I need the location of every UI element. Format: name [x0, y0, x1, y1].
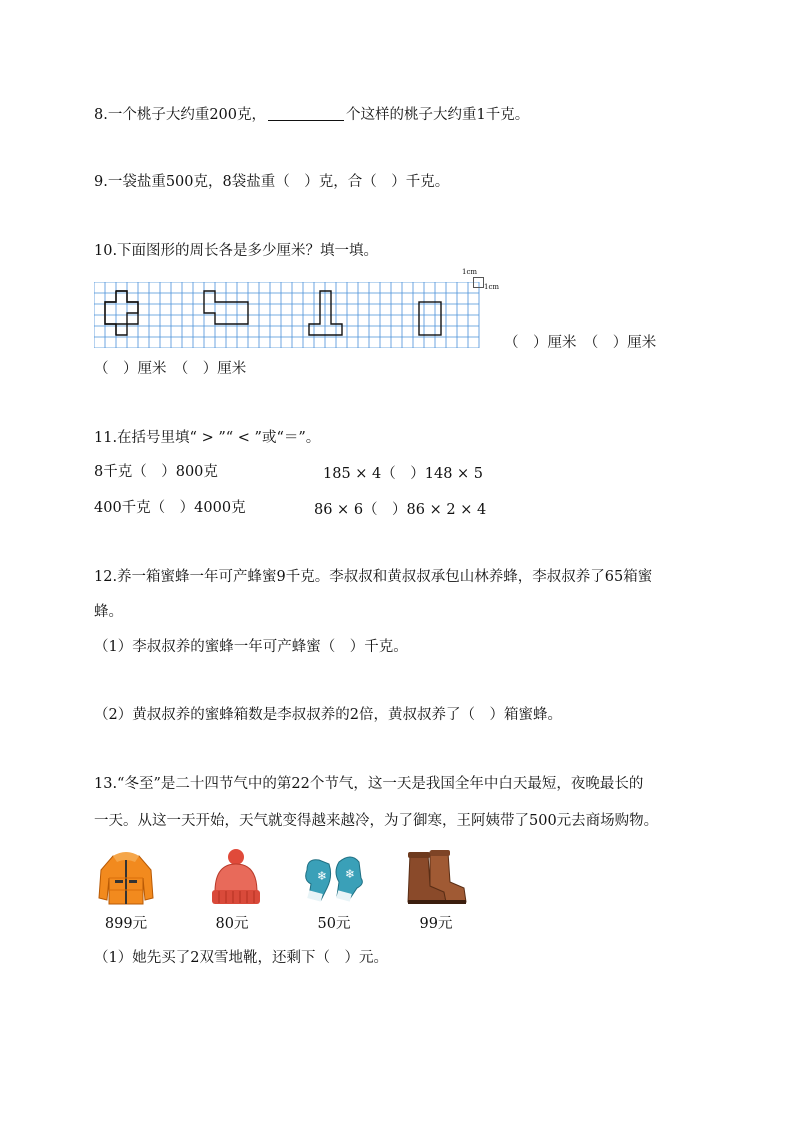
perimeter-grid — [94, 282, 504, 352]
unit-square — [473, 277, 484, 288]
snow-boots-icon — [400, 848, 472, 912]
question-12-line1: 12.养一箱蜜蜂一年可产蜂蜜9千克。李叔叔和黄叔叔承包山林养蜂，李叔叔养了65箱蜜 — [94, 569, 653, 585]
figure-rectangle — [419, 302, 441, 335]
unit-label-top: 1cm — [462, 268, 478, 276]
price-hat: 80元 — [215, 916, 249, 932]
question-12-sub1: （1）李叔叔养的蜜蜂一年可产蜂蜜（ ）千克。 — [94, 639, 408, 655]
question-11-title: 11.在括号里填“ > ”“ < ”或“＝”。 — [94, 430, 321, 446]
price-mittens: 50元 — [317, 916, 351, 932]
q10-answers-row2: （ ）厘米 （ ）厘米 — [94, 361, 247, 377]
question-13-line2: 一天。从这一天开始，天气就变得越来越冷，为了御寒，王阿姨带了500元去商场购物。 — [94, 813, 659, 829]
price-boots: 99元 — [419, 916, 453, 932]
q11-row2-left: 400千克（ ）4000克 — [94, 500, 246, 516]
question-9: 9.一袋盐重500克，8袋盐重（ ）克，合（ ）千克。 — [94, 174, 450, 190]
q10-answers-row1: （ ）厘米 （ ）厘米 — [504, 335, 657, 351]
knit-hat-icon — [200, 848, 272, 912]
figure-cross — [105, 291, 138, 335]
svg-text:❄: ❄ — [317, 869, 328, 883]
q8-answer-blank[interactable] — [268, 106, 344, 121]
q11-row1-left: 8千克（ ）800克 — [94, 464, 218, 480]
q8-text-after: 个这样的桃子大约重1千克。 — [346, 107, 530, 123]
q8-text-before: 8.一个桃子大约重200克， — [94, 107, 267, 123]
price-jacket: 899元 — [104, 916, 148, 932]
svg-text:❄: ❄ — [345, 867, 356, 881]
question-12-line2: 蜂。 — [94, 604, 123, 620]
question-13-sub1: （1）她先买了2双雪地靴，还剩下（ ）元。 — [94, 950, 388, 966]
question-10-title: 10.下面图形的周长各是多少厘米？填一填。 — [94, 243, 379, 259]
unit-label-side: 1cm — [484, 283, 500, 291]
q11-row2-right: 86 × 6（ ）86 × 2 × 4 — [314, 502, 487, 518]
grid-figures — [94, 282, 504, 348]
question-8 — [94, 105, 529, 125]
mittens-icon — [298, 848, 370, 912]
question-12-sub2: （2）黄叔叔养的蜜蜂箱数是李叔叔养的2倍，黄叔叔养了（ ）箱蜜蜂。 — [94, 707, 562, 723]
q11-row1-right: 185 × 4（ ）148 × 5 — [323, 466, 484, 482]
jacket-icon — [90, 848, 162, 912]
question-13-line1: 13.“冬至”是二十四节气中的第22个节气，这一天是我国全年中白天最短，夜晚最长的 — [94, 776, 644, 792]
